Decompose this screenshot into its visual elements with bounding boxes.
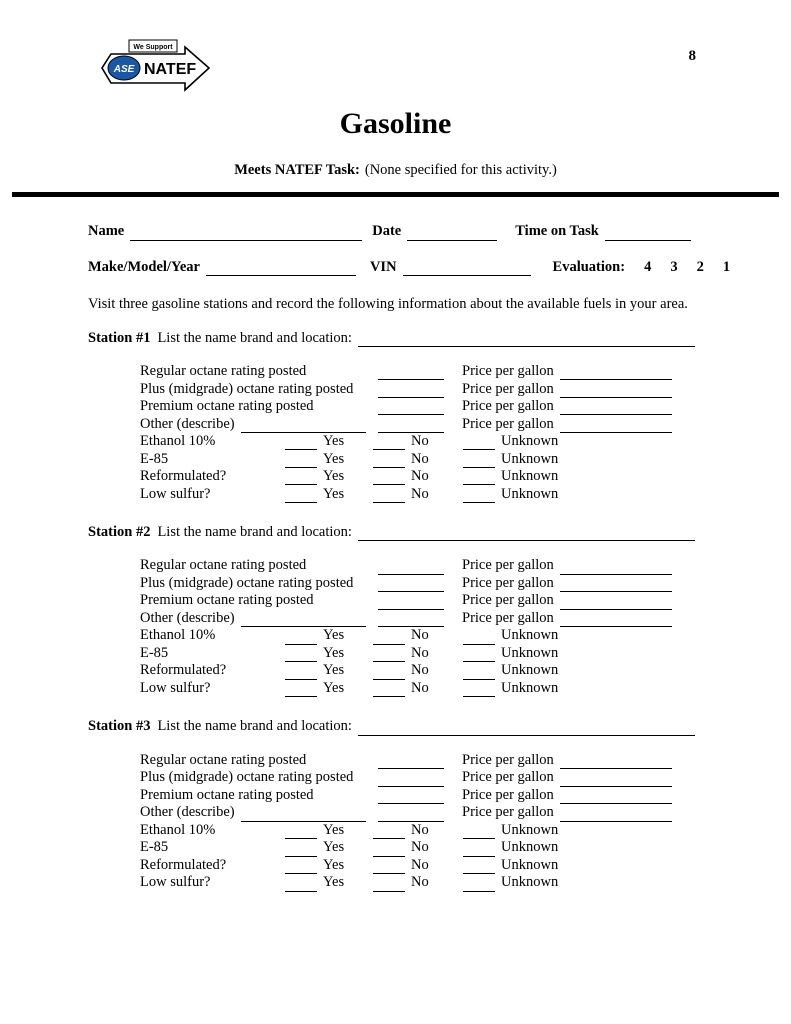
station-name-location-field[interactable]	[358, 333, 695, 347]
unknown-checkbox-field[interactable]	[463, 631, 495, 645]
price-per-gallon-field[interactable]	[560, 419, 672, 433]
fuel-question-row	[140, 645, 695, 663]
price-per-gallon-label: Price per gallon	[462, 804, 554, 821]
unknown-label: Unknown	[501, 839, 559, 856]
yes-label: Yes	[323, 662, 345, 679]
station-1-section	[88, 330, 695, 503]
price-per-gallon-label: Price per gallon	[462, 574, 554, 591]
fuel-question-row	[140, 627, 695, 645]
octane-row	[140, 363, 695, 381]
no-checkbox-field[interactable]	[373, 631, 405, 645]
no-checkbox-field[interactable]	[373, 860, 405, 874]
natef-logo-graphic	[95, 38, 213, 102]
unknown-checkbox-field[interactable]	[463, 648, 495, 662]
fuel-question-row	[140, 662, 695, 680]
price-per-gallon-field[interactable]	[560, 561, 672, 575]
yes-checkbox-field[interactable]	[285, 825, 317, 839]
octane-row-label: Regular octane rating posted	[140, 557, 307, 574]
octane-row-other	[140, 415, 695, 433]
octane-row-label: Premium octane rating posted	[140, 592, 314, 609]
octane-rating-field[interactable]	[378, 773, 444, 787]
unknown-label: Unknown	[501, 485, 559, 502]
meets-task-value: (None specified for this activity.)	[364, 162, 557, 178]
yes-checkbox-field[interactable]	[285, 648, 317, 662]
price-per-gallon-label: Price per gallon	[462, 751, 554, 768]
no-label: No	[411, 627, 429, 644]
fuel-question-row	[140, 839, 695, 857]
octane-rating-field[interactable]	[378, 366, 444, 380]
vin-field[interactable]	[403, 262, 531, 276]
other-describe-field[interactable]	[241, 808, 366, 822]
octane-rating-field[interactable]	[378, 790, 444, 804]
yes-label: Yes	[323, 485, 345, 502]
unknown-label: Unknown	[501, 821, 559, 838]
octane-row-label: Plus (midgrade) octane rating posted	[140, 380, 354, 397]
octane-row	[140, 398, 695, 416]
octane-rating-field[interactable]	[378, 419, 444, 433]
fuel-question-label: Ethanol 10%	[140, 627, 216, 644]
no-checkbox-field[interactable]	[373, 454, 405, 468]
time-on-task-label: Time on Task	[515, 223, 599, 240]
no-label: No	[411, 821, 429, 838]
price-per-gallon-field[interactable]	[560, 401, 672, 415]
other-describe-field[interactable]	[241, 613, 366, 627]
yes-label: Yes	[323, 821, 345, 838]
fuel-question-row	[140, 468, 695, 486]
octane-row-label: Plus (midgrade) octane rating posted	[140, 769, 354, 786]
unknown-label: Unknown	[501, 468, 559, 485]
octane-row	[140, 752, 695, 770]
fuel-question-label: E-85	[140, 839, 169, 856]
price-per-gallon-label: Price per gallon	[462, 415, 554, 432]
fuel-question-row	[140, 857, 695, 875]
price-per-gallon-label: Price per gallon	[462, 398, 554, 415]
station-prompt: List the name brand and location:	[157, 523, 352, 540]
price-per-gallon-field[interactable]	[560, 773, 672, 787]
yes-checkbox-field[interactable]	[285, 436, 317, 450]
yes-checkbox-field[interactable]	[285, 454, 317, 468]
price-per-gallon-field[interactable]	[560, 384, 672, 398]
unknown-checkbox-field[interactable]	[463, 666, 495, 680]
page-number: 8	[688, 48, 696, 64]
station-name-location-field[interactable]	[358, 527, 695, 541]
no-label: No	[411, 468, 429, 485]
evaluation-score-4[interactable]: 4	[644, 258, 652, 275]
octane-rating-field[interactable]	[378, 808, 444, 822]
price-per-gallon-label: Price per gallon	[462, 363, 554, 380]
unknown-label: Unknown	[501, 627, 559, 644]
no-label: No	[411, 856, 429, 873]
fuel-question-label: Low sulfur?	[140, 485, 211, 502]
unknown-label: Unknown	[501, 856, 559, 873]
logo-tagline: We Support	[133, 44, 173, 51]
no-checkbox-field[interactable]	[373, 489, 405, 503]
fuel-question-label: Low sulfur?	[140, 874, 211, 891]
octane-row	[140, 557, 695, 575]
station-2-section	[88, 524, 695, 697]
no-label: No	[411, 450, 429, 467]
date-field[interactable]	[407, 227, 497, 241]
station-label: Station #2	[88, 523, 151, 540]
ase-badge-text: ASE	[113, 64, 135, 75]
price-per-gallon-field[interactable]	[560, 613, 672, 627]
yes-checkbox-field[interactable]	[285, 843, 317, 857]
price-per-gallon-label: Price per gallon	[462, 786, 554, 803]
octane-row	[140, 380, 695, 398]
station-heading	[88, 718, 695, 735]
unknown-checkbox-field[interactable]	[463, 489, 495, 503]
no-checkbox-field[interactable]	[373, 471, 405, 485]
no-label: No	[411, 874, 429, 891]
vehicle-row	[88, 258, 731, 276]
fuel-question-row	[140, 485, 695, 503]
instructions-text: Visit three gasoline stations and record the following information about the available fuels in your area.	[88, 296, 688, 313]
unknown-checkbox-field[interactable]	[463, 436, 495, 450]
fuel-question-label: Reformulated?	[140, 468, 227, 485]
price-per-gallon-label: Price per gallon	[462, 769, 554, 786]
no-checkbox-field[interactable]	[373, 683, 405, 697]
octane-row-label: Regular octane rating posted	[140, 363, 307, 380]
evaluation-label: Evaluation:	[552, 258, 626, 275]
price-per-gallon-field[interactable]	[560, 755, 672, 769]
no-label: No	[411, 662, 429, 679]
price-per-gallon-field[interactable]	[560, 366, 672, 380]
yes-checkbox-field[interactable]	[285, 666, 317, 680]
price-per-gallon-field[interactable]	[560, 808, 672, 822]
octane-row-label: Other (describe)	[140, 609, 235, 626]
octane-row-label: Premium octane rating posted	[140, 786, 314, 803]
no-checkbox-field[interactable]	[373, 825, 405, 839]
fuel-question-label: Reformulated?	[140, 662, 227, 679]
vin-label: VIN	[369, 258, 397, 275]
header-divider	[12, 192, 779, 197]
price-per-gallon-label: Price per gallon	[462, 609, 554, 626]
name-field[interactable]	[130, 227, 362, 241]
page-title: Gasoline	[339, 107, 452, 140]
octane-rating-field[interactable]	[378, 596, 444, 610]
date-label: Date	[372, 223, 402, 240]
meets-natef-task-line	[0, 162, 791, 179]
yes-label: Yes	[323, 627, 345, 644]
make-model-year-label: Make/Model/Year	[88, 258, 200, 275]
yes-label: Yes	[323, 874, 345, 891]
fuel-question-label: Reformulated?	[140, 856, 227, 873]
yes-label: Yes	[323, 644, 345, 661]
octane-row-label: Premium octane rating posted	[140, 398, 314, 415]
octane-row	[140, 787, 695, 805]
octane-row-label: Other (describe)	[140, 804, 235, 821]
unknown-checkbox-field[interactable]	[463, 825, 495, 839]
name-label: Name	[88, 223, 125, 240]
fuel-question-row	[140, 874, 695, 892]
yes-checkbox-field[interactable]	[285, 878, 317, 892]
price-per-gallon-label: Price per gallon	[462, 557, 554, 574]
station-label: Station #3	[88, 718, 151, 735]
natef-logo	[95, 38, 213, 107]
unknown-checkbox-field[interactable]	[463, 683, 495, 697]
yes-checkbox-field[interactable]	[285, 489, 317, 503]
station-label: Station #1	[88, 329, 151, 346]
price-per-gallon-field[interactable]	[560, 790, 672, 804]
octane-row	[140, 769, 695, 787]
price-per-gallon-label: Price per gallon	[462, 592, 554, 609]
yes-label: Yes	[323, 679, 345, 696]
fuel-question-label: E-85	[140, 450, 169, 467]
fuel-question-row	[140, 822, 695, 840]
no-label: No	[411, 485, 429, 502]
octane-row-label: Regular octane rating posted	[140, 751, 307, 768]
fuel-question-row	[140, 450, 695, 468]
unknown-checkbox-field[interactable]	[463, 471, 495, 485]
station-3-section	[88, 718, 695, 891]
time-on-task-field[interactable]	[605, 227, 691, 241]
unknown-label: Unknown	[501, 679, 559, 696]
yes-label: Yes	[323, 468, 345, 485]
unknown-label: Unknown	[501, 662, 559, 679]
no-label: No	[411, 644, 429, 661]
station-prompt: List the name brand and location:	[157, 329, 352, 346]
evaluation-score-3[interactable]: 3	[670, 258, 678, 275]
octane-rating-field[interactable]	[378, 613, 444, 627]
unknown-checkbox-field[interactable]	[463, 843, 495, 857]
station-heading	[88, 524, 695, 541]
fuel-question-label: Low sulfur?	[140, 679, 211, 696]
no-checkbox-field[interactable]	[373, 843, 405, 857]
octane-rating-field[interactable]	[378, 401, 444, 415]
octane-rating-field[interactable]	[378, 384, 444, 398]
octane-rating-field[interactable]	[378, 561, 444, 575]
yes-checkbox-field[interactable]	[285, 860, 317, 874]
evaluation-score-1[interactable]: 1	[722, 258, 731, 275]
octane-row-other	[140, 610, 695, 628]
fuel-question-label: Ethanol 10%	[140, 821, 216, 838]
meets-task-label: Meets NATEF Task:	[234, 162, 360, 178]
station-prompt: List the name brand and location:	[157, 718, 352, 735]
no-checkbox-field[interactable]	[373, 878, 405, 892]
fuel-question-row	[140, 433, 695, 451]
yes-label: Yes	[323, 433, 345, 450]
unknown-checkbox-field[interactable]	[463, 860, 495, 874]
unknown-checkbox-field[interactable]	[463, 454, 495, 468]
price-per-gallon-field[interactable]	[560, 578, 672, 592]
octane-row-other	[140, 804, 695, 822]
no-label: No	[411, 679, 429, 696]
octane-rating-field[interactable]	[378, 755, 444, 769]
octane-row-label: Plus (midgrade) octane rating posted	[140, 574, 354, 591]
octane-row-label: Other (describe)	[140, 415, 235, 432]
fuel-question-label: Ethanol 10%	[140, 433, 216, 450]
evaluation-score-2[interactable]: 2	[696, 258, 704, 275]
no-label: No	[411, 839, 429, 856]
unknown-label: Unknown	[501, 433, 559, 450]
unknown-label: Unknown	[501, 644, 559, 661]
form-content	[88, 223, 731, 891]
no-checkbox-field[interactable]	[373, 436, 405, 450]
yes-checkbox-field[interactable]	[285, 631, 317, 645]
yes-label: Yes	[323, 450, 345, 467]
name-date-row	[88, 223, 695, 240]
fuel-question-label: E-85	[140, 644, 169, 661]
octane-row	[140, 592, 695, 610]
octane-rating-field[interactable]	[378, 578, 444, 592]
octane-row	[140, 575, 695, 593]
no-checkbox-field[interactable]	[373, 648, 405, 662]
price-per-gallon-field[interactable]	[560, 596, 672, 610]
unknown-label: Unknown	[501, 450, 559, 467]
no-label: No	[411, 433, 429, 450]
other-describe-field[interactable]	[241, 419, 366, 433]
no-checkbox-field[interactable]	[373, 666, 405, 680]
natef-text: NATEF	[144, 61, 197, 78]
station-heading	[88, 330, 695, 347]
yes-checkbox-field[interactable]	[285, 683, 317, 697]
station-name-location-field[interactable]	[358, 722, 695, 736]
unknown-checkbox-field[interactable]	[463, 878, 495, 892]
yes-label: Yes	[323, 839, 345, 856]
yes-label: Yes	[323, 856, 345, 873]
yes-checkbox-field[interactable]	[285, 471, 317, 485]
make-model-year-field[interactable]	[206, 262, 356, 276]
price-per-gallon-label: Price per gallon	[462, 380, 554, 397]
unknown-label: Unknown	[501, 874, 559, 891]
fuel-question-row	[140, 680, 695, 698]
